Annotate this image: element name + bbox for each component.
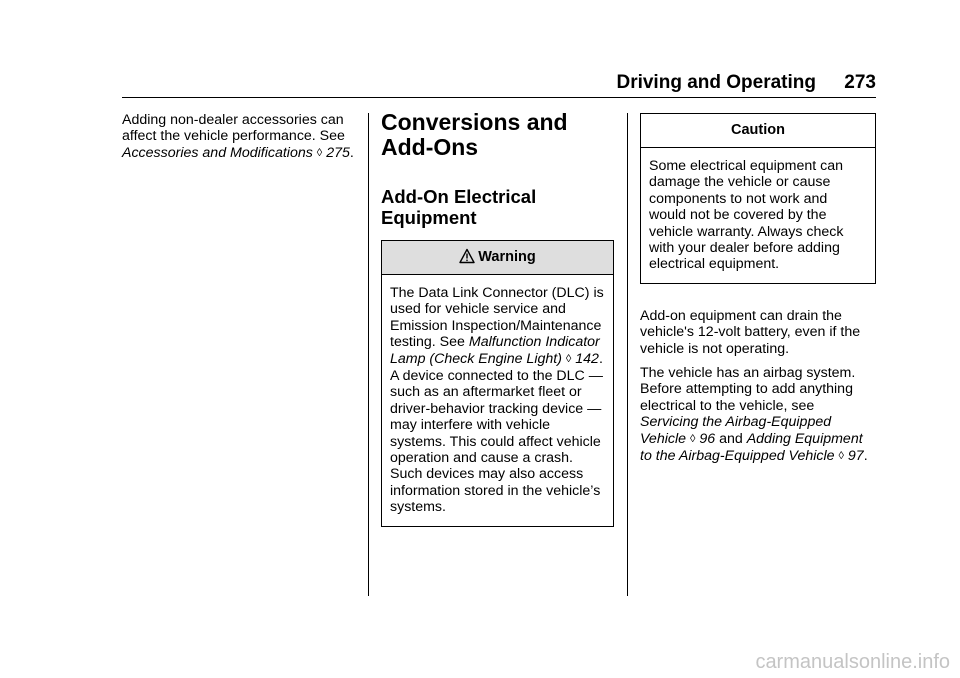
page-ref-icon: ◊ [689, 432, 696, 445]
adding-equipment-link[interactable]: Adding Equipment to the Airbag-Equipped Vehicle [640, 430, 863, 465]
page-ref-icon: ◊ [838, 450, 844, 463]
paragraph-end: . [349, 144, 354, 161]
warning-triangle-icon [459, 244, 475, 277]
airbag-paragraph [640, 365, 876, 465]
section-heading: Conversions and Add-Ons [381, 109, 568, 160]
accessories-paragraph [122, 112, 358, 162]
column-2 [381, 110, 617, 527]
paragraph-text: and [715, 430, 747, 447]
section-title: Driving and Operating [616, 72, 816, 93]
caution-header: Caution [641, 114, 875, 148]
page-ref[interactable]: 96 [699, 430, 716, 447]
header-rule [122, 97, 876, 98]
page-ref[interactable]: 97 [847, 448, 864, 465]
warning-label: Warning [478, 249, 536, 265]
column-1 [122, 112, 358, 162]
page-number: 273 [844, 72, 876, 93]
warning-body [382, 275, 613, 526]
warning-text: The Data Link Connector (DLC) is used for vehicle service and Emission Inspection/Maintenance testing. See [390, 285, 604, 351]
page-ref-icon: ◊ [565, 352, 572, 365]
battery-paragraph: Add-on equipment can drain the vehicle's 12-volt battery, even if the vehicle is not operating. [640, 307, 861, 357]
column-divider-right [627, 113, 628, 596]
caution-box [640, 113, 876, 284]
subsection-heading: Add-On Electrical Equipment [381, 186, 537, 228]
paragraph-text: The vehicle has an airbag system. Before attempting to add anything electrical to the vehicle, see [640, 365, 856, 414]
column-3 [640, 113, 876, 466]
warning-text-continued: . A device connected to the DLC — such as an aftermarket fleet or driver-behavior tracking device — may interfere with vehicle systems. This could affect vehicle operation and cause a crash. Such devices may also access information stored in the vehicle’s systems. [390, 350, 603, 516]
paragraph-end: . [863, 448, 868, 465]
mil-link[interactable]: Malfunction Indicator Lamp (Check Engine Light) [390, 334, 600, 367]
paragraph-text: Adding non-dealer accessories can affect the vehicle performance. See [122, 112, 345, 145]
page-ref[interactable]: 142 [575, 350, 599, 367]
page-ref-icon: ◊ [316, 146, 323, 159]
warning-header [382, 241, 613, 275]
accessories-link[interactable]: Accessories and Modifications [122, 144, 313, 161]
caution-body: Some electrical equipment can damage the vehicle or cause components to not work and would not be covered by the vehicle warranty. Always check with your dealer before adding electrical equipment. [649, 158, 844, 273]
airbag-service-link[interactable]: Servicing the Airbag-Equipped Vehicle [640, 414, 832, 447]
column-divider-left [368, 113, 369, 596]
warning-box [381, 240, 614, 527]
watermark: carmanualsonline.info [755, 651, 950, 673]
page-header [122, 70, 876, 98]
page-ref[interactable]: 275 [326, 144, 350, 161]
